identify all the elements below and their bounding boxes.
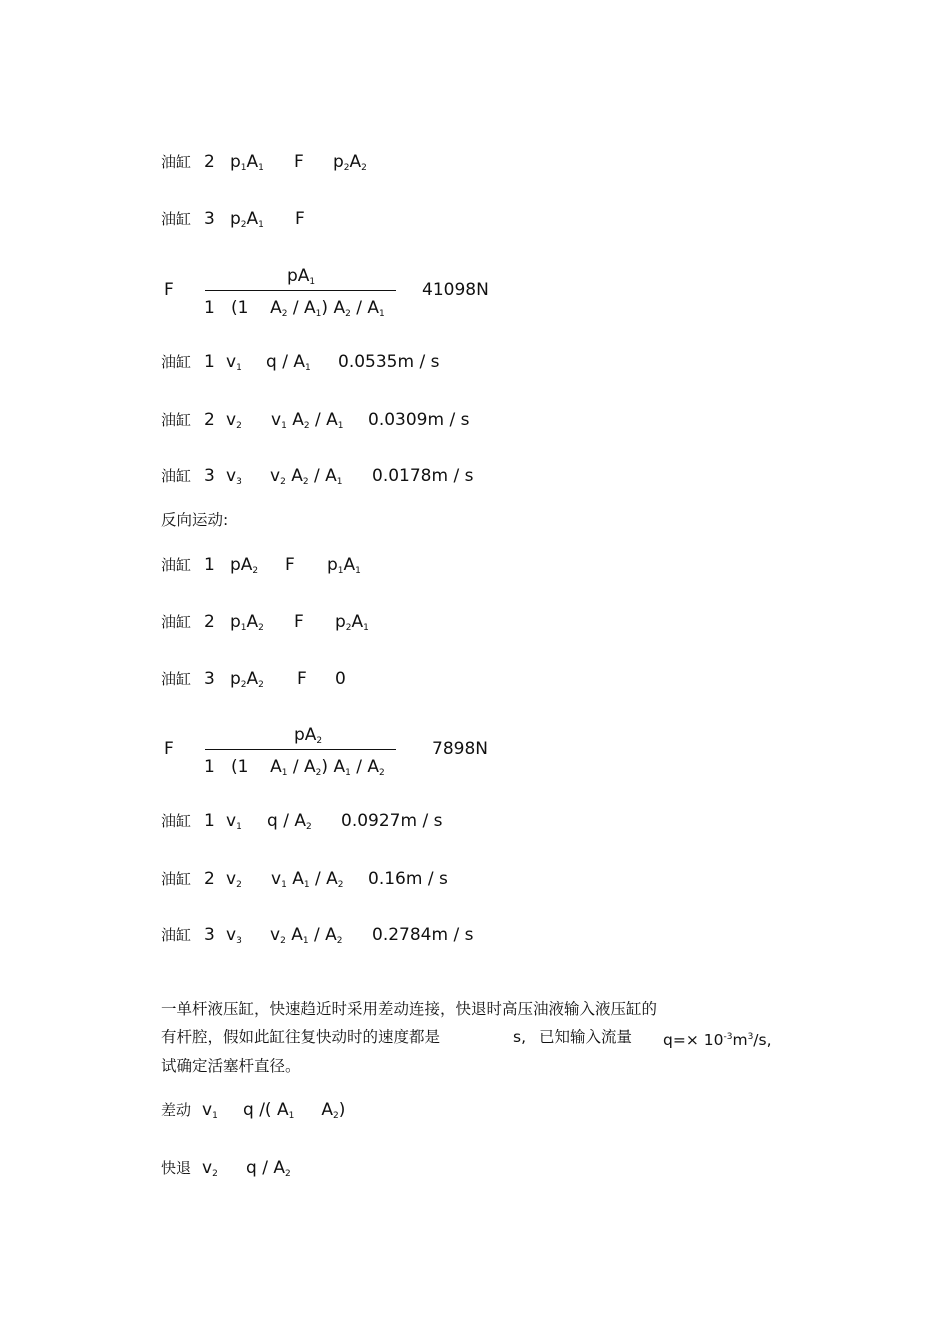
term: $p_1A_1$ [327,555,361,576]
cylinder-number: 2 [204,152,215,172]
velocity-symbol: $v_3$ [226,466,242,487]
velocity-result: 0.0178m / s [372,466,474,486]
cylinder-number: 1 [204,352,215,372]
cylinder-label: 油缸 [161,870,192,888]
differential-label: 差动 [161,1101,192,1119]
term: $p_2A_1$ [230,209,264,230]
force-formula-reverse [164,725,504,785]
formula-result: 41098N [422,280,489,300]
cylinder-label: 油缸 [161,411,192,429]
velocity-symbol: $v_2$ [202,1158,218,1179]
cylinder-number: 3 [204,466,215,486]
eq-retreat [161,1158,361,1180]
fraction-bar [205,749,396,750]
formula-numerator: $pA_2$ [294,725,323,746]
formula-result: 7898N [432,739,488,759]
term: $pA_2$ [230,555,259,576]
cylinder-number: 1 [204,811,215,831]
velocity-result: 0.0535m / s [338,352,440,372]
cylinder-number: 1 [204,555,215,575]
cylinder-label: 油缸 [161,210,192,228]
velocity-expression: q /( $A_1$ $A_2$) [243,1100,346,1121]
cylinder-number: 3 [204,925,215,945]
term: F [294,612,304,632]
eq-rev-cyl1-force [161,555,421,577]
velocity-symbol: $v_1$ [202,1100,218,1121]
cylinder-label: 油缸 [161,467,192,485]
problem-text: s, [513,1028,527,1046]
cylinder-label: 油缸 [161,670,192,688]
velocity-expression: $v_2$ $A_2 / A_1$ [270,466,343,487]
eq-rev-cyl2-force [161,612,421,634]
fraction-bar [205,290,396,291]
cylinder-label: 油缸 [161,613,192,631]
velocity-expression: q / $A_1$ [266,352,311,373]
force-formula-forward [164,266,504,326]
problem-text: 有杆腔，假如此缸往复快动时的速度都是 [161,1028,441,1046]
term: $p_2A_2$ [230,669,264,690]
term: $p_1A_1$ [230,152,264,173]
formula-lhs: F [164,280,174,300]
formula-numerator: $pA_1$ [287,266,316,287]
eq-cyl1-velocity [161,352,461,374]
eq-cyl3-force [161,209,361,231]
velocity-result: 0.2784m / s [372,925,474,945]
cylinder-label: 油缸 [161,812,192,830]
formula-denominator: 1 (1 $A_1 / A_2$) $A_1 / A_2$ [204,757,385,778]
formula-lhs: F [164,739,174,759]
cylinder-label: 油缸 [161,353,192,371]
eq-rev-cyl3-velocity [161,925,491,947]
velocity-symbol: $v_1$ [226,811,242,832]
eq-rev-cyl1-velocity [161,811,461,833]
velocity-symbol: $v_3$ [226,925,242,946]
term: F [285,555,295,575]
velocity-expression: $v_1$ $A_1 / A_2$ [271,869,344,890]
eq-rev-cyl3-force [161,669,381,691]
velocity-symbol: $v_2$ [226,869,242,890]
problem-line-1: 一单杆液压缸，快速趋近时采用差动连接，快退时高压油液输入液压缸的 [161,1000,658,1018]
cylinder-label: 油缸 [161,153,192,171]
term: F [294,152,304,172]
term: F [297,669,307,689]
eq-cyl2-force [161,152,421,174]
problem-line-3: 试确定活塞杆直径。 [161,1057,301,1075]
cylinder-number: 2 [204,612,215,632]
velocity-result: 0.0927m / s [341,811,443,831]
eq-cyl3-velocity [161,466,491,488]
formula-denominator: 1 (1 $A_2 / A_1$) $A_2 / A_1$ [204,298,385,319]
cylinder-number: 3 [204,209,215,229]
problem-text: 已知输入流量 [539,1028,633,1046]
velocity-result: 0.0309m / s [368,410,470,430]
cylinder-number: 2 [204,869,215,889]
problem-flow-value: $q=\times 10^{-3}m^3/s$, [663,1031,772,1049]
term: F [295,209,305,229]
velocity-expression: $v_1$ $A_2 / A_1$ [271,410,344,431]
problem-line-2 [161,1027,781,1049]
section-heading-reverse: 反向运动: [161,511,229,529]
velocity-symbol: $v_1$ [226,352,242,373]
velocity-expression: $v_2$ $A_1 / A_2$ [270,925,343,946]
eq-cyl2-velocity [161,410,491,432]
term: 0 [335,669,346,689]
term: $p_1A_2$ [230,612,264,633]
velocity-symbol: $v_2$ [226,410,242,431]
term: $p_2A_1$ [335,612,369,633]
retreat-label: 快退 [161,1159,192,1177]
cylinder-label: 油缸 [161,556,192,574]
velocity-expression: q / $A_2$ [267,811,312,832]
cylinder-label: 油缸 [161,926,192,944]
cylinder-number: 2 [204,410,215,430]
eq-differential [161,1100,401,1122]
term: $p_2A_2$ [333,152,367,173]
velocity-expression: q / $A_2$ [246,1158,291,1179]
velocity-result: 0.16m / s [368,869,448,889]
eq-rev-cyl2-velocity [161,869,461,891]
cylinder-number: 3 [204,669,215,689]
